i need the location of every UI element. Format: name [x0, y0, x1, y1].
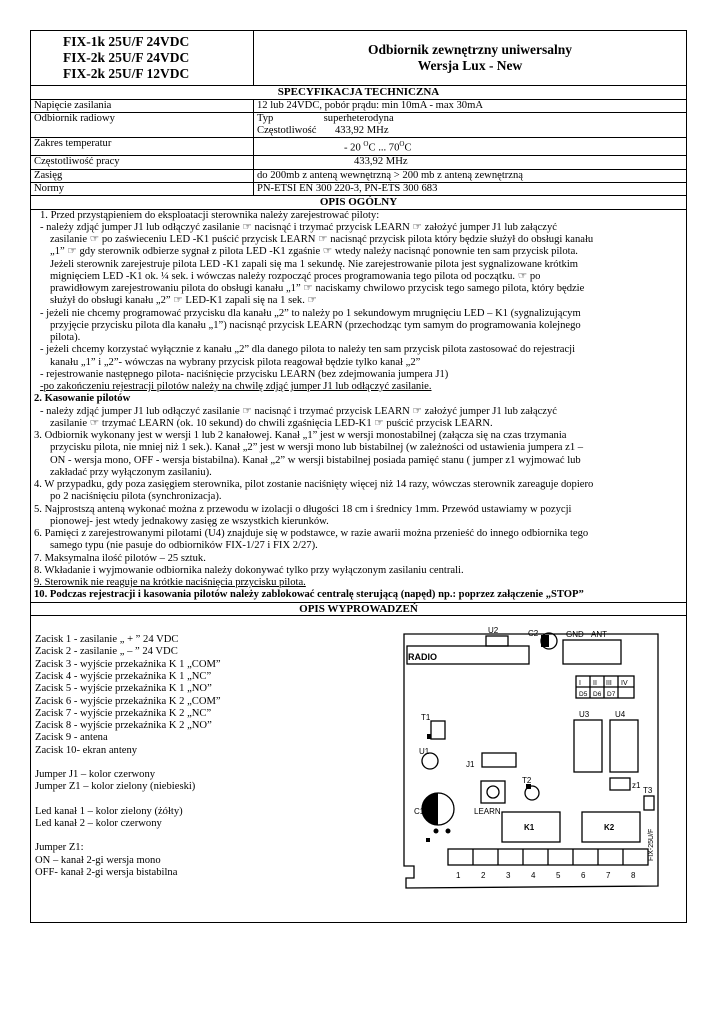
board-diagram [266, 616, 686, 922]
dip-label: III [606, 680, 612, 688]
terminal-number: 7 [606, 871, 611, 881]
pin-item: Zacisk 10- ekran anteny [35, 744, 138, 756]
general-description [31, 209, 687, 602]
paragraph: kanału „1” i „2”- wówczas na wybrany przycisk pilota reagował będzie tylko kanał „2” [50, 356, 421, 368]
terminal-number: 6 [581, 871, 586, 881]
radio-type: Typ superheterodyna [257, 112, 394, 124]
paragraph: - jeżeli chcemy korzystać wyłącznie z kanału „2” dla danego pilota to należy ten sam przycisk pilota zastosować do rejestracji [40, 344, 576, 356]
paragraph: przyjęcie przycisku pilota dla kanału „1”) nacisnąć przycisk LEARN (przechodząc tym samym do programowania kolejnego [50, 319, 581, 331]
pin-list [31, 616, 266, 922]
antenna-header [563, 640, 621, 664]
paragraph: służył do obsługi kanału „2” ☞ LED-K1 zapali się na 1 sek. ☞ [50, 295, 318, 307]
temp-unit: C [404, 142, 412, 154]
dip-label: I [579, 680, 581, 688]
learn-button [481, 781, 505, 803]
spec-value [254, 112, 687, 138]
paragraph: pilota). [50, 332, 81, 344]
paragraph: pionowej- jest wtedy jednakowy zasięg ze wszystkich kierunków. [50, 515, 329, 527]
u4-chip [610, 720, 638, 772]
spec-value: 433,92 MHz [254, 156, 687, 169]
terminal-number: 3 [506, 871, 511, 881]
terminal-number: 5 [556, 871, 561, 881]
title: Odbiornik zewnętrzny uniwersalny [367, 42, 572, 57]
led-k1 [434, 829, 439, 834]
paragraph: zakładać przy wyłączonym zasilaniu). [50, 466, 212, 478]
document [30, 30, 687, 923]
spec-row [31, 99, 687, 112]
paragraph: przycisku pilota, nie mniej niż 1 sek.). Kanał „2” jest w wersji mono lub bistabilnej (w zależności od ustawienia jumpera z1 – [50, 442, 584, 454]
paragraph: - należy zdjąć jumper J1 lub odłączyć zasilanie ☞ nacisnąć i trzymać przycisk LEARN ☞ założyć jumper J1 lub załączyć [40, 221, 557, 233]
paragraph: mignięciem LED -K1 ok. ¼ sek. i wówczas należy rozpocząć proces programowania tego pilota od początku. ☞ po [50, 270, 541, 282]
paragraph: prawidłowym zarejestrowaniu pilota do obsługi kanału „1” ☞ naciskamy chwilowo przycisk tego samego pilota, który będzie [50, 283, 585, 295]
label-radio: RADIO [408, 652, 437, 663]
u3-chip [574, 720, 602, 772]
spec-row [31, 169, 687, 182]
spec-label: Częstotliwość pracy [31, 156, 254, 169]
general-heading: OPIS OGÓLNY [31, 196, 687, 210]
label-k1: K1 [524, 823, 535, 833]
paragraph: -po zakończeniu rejestracji pilotów należy na chwilę zdjąć jumper J1 lub odłączyć zasilanie. [40, 381, 432, 393]
model-line: FIX-2k 25U/F 24VDC [63, 50, 190, 65]
label-u1: U1 [419, 747, 430, 757]
label-learn: LEARN [474, 807, 501, 817]
paragraph: zasilanie ☞ trzymać LEARN (ok. 10 sekund) do chwili zgaśnięcia LED-K1 ☞ puścić przycisk LEARN. [50, 417, 493, 429]
model-line: FIX-2k 25U/F 12VDC [63, 66, 190, 81]
degree: O [399, 140, 405, 149]
pin-item: Zacisk 1 - zasilanie „ + ” 24 VDC [35, 634, 179, 646]
t3-transistor [644, 796, 654, 810]
pin-item: Zacisk 7 - wyjście przekaźnika K 2 „NC” [35, 707, 212, 719]
z1-item: OFF- kanał 2-gi wersja bistabilna [35, 866, 178, 878]
subtitle: Wersja Lux - New [417, 58, 523, 73]
pcb-drawing [266, 616, 686, 920]
spec-row [31, 156, 687, 169]
label-c1: C1 [414, 807, 425, 817]
led-k2 [446, 829, 451, 834]
spec-value: PN-ETSI EN 300 220-3, PN-ETS 300 683 [254, 182, 687, 195]
section-title: 2. Kasowanie pilotów [34, 393, 131, 405]
document-table [30, 30, 687, 923]
pin-item: Zacisk 9 - antena [35, 732, 108, 744]
paragraph: 7. Maksymalna ilość pilotów – 25 sztuk. [34, 552, 206, 564]
jumper-item: Jumper Z1 – kolor zielony (niebieski) [35, 781, 196, 793]
spec-row [31, 112, 687, 138]
label-c2: C2 [528, 629, 539, 639]
label-model: FIX-25U/F [648, 828, 655, 862]
pin-item: Zacisk 2 - zasilanie „ – ” 24 VDC [35, 646, 178, 658]
paragraph: 9. Sterownik nie reaguje na krótkie naciśnięcia przycisku pilota. [34, 577, 306, 589]
pin-item: Zacisk 5 - wyjście przekaźnika K 1 „NO” [35, 683, 212, 695]
degree: O [363, 140, 369, 149]
outputs-heading: OPIS WYPROWADZEŃ [31, 602, 687, 616]
t1-transistor [431, 721, 445, 739]
led-item: Led kanał 1 – kolor zielony (żółty) [35, 805, 183, 817]
label-j1: J1 [466, 760, 475, 770]
label-gnd: GND [566, 630, 584, 640]
j1-jumper [482, 753, 516, 767]
pin-item: Zacisk 3 - wyjście przekaźnika K 1 „COM” [35, 658, 221, 670]
spec-heading: SPECYFIKACJA TECHNICZNA [31, 86, 687, 100]
label-t2: T2 [522, 776, 532, 786]
dip-label: IV [621, 680, 628, 688]
u2-chip [486, 636, 508, 646]
paragraph: samego typu (nie pasuje do odbiorników FIX-1/27 i FIX 2/27). [50, 540, 318, 552]
label-k2: K2 [604, 823, 615, 833]
paragraph: 3. Odbiornik wykonany jest w wersji 1 lub 2 kanałowej. Kanał „1” jest w wersji monostabilnej (załącza się na czas trzymania [34, 430, 567, 442]
outputs-section [31, 616, 687, 923]
spec-row [31, 182, 687, 195]
paragraph: 5. Najprostszą anteną wykonać można z przewodu w izolacji o długości 18 cm i średnicy 1mm. Przewód ustawiamy w pozycji [34, 503, 572, 515]
c1-polarity [422, 793, 438, 825]
c2-fill [541, 635, 549, 647]
label-u2: U2 [488, 626, 499, 636]
pin-item: Zacisk 8 - wyjście przekaźnika K 2 „NO” [35, 720, 212, 732]
terminal-number: 2 [481, 871, 486, 881]
board-outline [404, 634, 658, 888]
pin-item: Zacisk 6 - wyjście przekaźnika K 2 „COM” [35, 695, 221, 707]
paragraph: - należy zdjąć jumper J1 lub odłączyć zasilanie ☞ nacisnąć i trzymać przycisk LEARN ☞ założyć jumper J1 lub załączyć [40, 405, 557, 417]
paragraph: 8. Wkładanie i wyjmowanie odbiornika należy dokonywać tylko przy wyłączonym zasilaniu centrali. [34, 564, 464, 576]
z1-jumper [610, 778, 630, 790]
spec-row [31, 138, 687, 156]
terminal-number: 4 [531, 871, 536, 881]
model-line: FIX-1k 25U/F 24VDC [63, 34, 190, 49]
spec-label: Zakres temperatur [31, 138, 254, 156]
document-title [254, 31, 687, 86]
header-row [31, 31, 687, 86]
terminal-number: 1 [456, 871, 461, 881]
spec-label: Odbiornik radiowy [31, 112, 254, 138]
paragraph: 10. Podczas rejestracji i kasowania pilotów należy zablokować centralę sterującą (napęd) np.: poprzez załączenie „STOP” [34, 589, 584, 601]
paragraph: - jeżeli nie chcemy programować przycisku dla kanału „2” to należy po 1 sekundowym mrugnięciu LED – K1 (sygnalizującym [40, 307, 581, 319]
label-u4: U4 [615, 710, 626, 720]
spec-value: 12 lub 24VDC, pobór prądu: min 10mA - max 30mA [254, 99, 687, 112]
diode-label: D6 [593, 691, 602, 699]
label-t1: T1 [421, 713, 431, 723]
paragraph: - rejestrowanie następnego pilota- naciśnięcie przycisku LEARN (bez zdejmowania jumpera J1) [40, 368, 449, 380]
diode-label: D7 [607, 691, 616, 699]
paragraph: 6. Pamięci z zarejestrowanymi pilotami (U4) znajduje się w podstawce, w razie awarii można przenieść do innego odbiornika tego [34, 528, 589, 540]
label-ant: ANT [591, 630, 607, 640]
paragraph: 1. Przed przystąpieniem do eksploatacji sterownika należy zarejestrować piloty: [40, 209, 380, 221]
label-t3: T3 [643, 786, 653, 796]
z1-item: ON – kanał 2-gi wersja mono [35, 854, 161, 866]
temp-max: C ... 70 [368, 142, 400, 154]
label-z1: z1 [632, 781, 641, 791]
paragraph: Jeżeli sterownik zarejestruje pilota LED -K1 zapali się ma 1 sekundę. Nie zarejestrowanie pilota jest sygnalizowane krótkim [50, 258, 579, 270]
pin-item: Zacisk 4 - wyjście przekaźnika K 1 „NC” [35, 671, 212, 682]
temp-min: - 20 [344, 142, 364, 154]
jumper-item: Jumper J1 – kolor czerwony [35, 769, 156, 781]
paragraph: zasilanie ☞ po zaświeceniu LED -K1 puścić przycisk LEARN ☞ nacisnąć przycisk pilota który będzie służył do obsługi kanału [50, 234, 594, 246]
diode-label: D5 [579, 691, 588, 699]
terminal-number: 8 [631, 871, 636, 881]
paragraph: ON - wersja mono, OFF - wersja bistabilna). Kanał „2” w wersji bistabilnej posiada pamięć stanu ( jumper z1 wyjmować lub [50, 454, 581, 466]
led-item: Led kanał 2 – kolor czerwony [35, 817, 162, 829]
spec-value [254, 138, 687, 156]
model-list [31, 31, 254, 86]
paragraph: po 2 naciśnięciu pilota (synchronizacja). [50, 491, 222, 503]
spec-label: Normy [31, 182, 254, 195]
label-u3: U3 [579, 710, 590, 720]
paragraph: 4. W przypadku, gdy poza zasięgiem sterownika, pilot zostanie naciśnięty więcej niż 14 razy, wówczas sterownik zareaguje dopiero [34, 479, 594, 491]
radio-freq: Częstotliwość 433,92 MHz [257, 125, 389, 137]
spec-value: do 200mb z anteną wewnętrzną > 200 mb z anteną zewnętrzną [254, 169, 687, 182]
spec-label: Zasięg [31, 169, 254, 182]
z1-item: Jumper Z1: [35, 842, 84, 854]
paragraph: „1” ☞ gdy sterownik odbierze sygnał z pilota LED -K1 zgaśnie ☞ wtedy należy nacisnąć ponownie ten sam przycisk pilota. [50, 246, 578, 258]
spec-label: Napięcie zasilania [31, 99, 254, 112]
dip-label: II [593, 680, 597, 688]
